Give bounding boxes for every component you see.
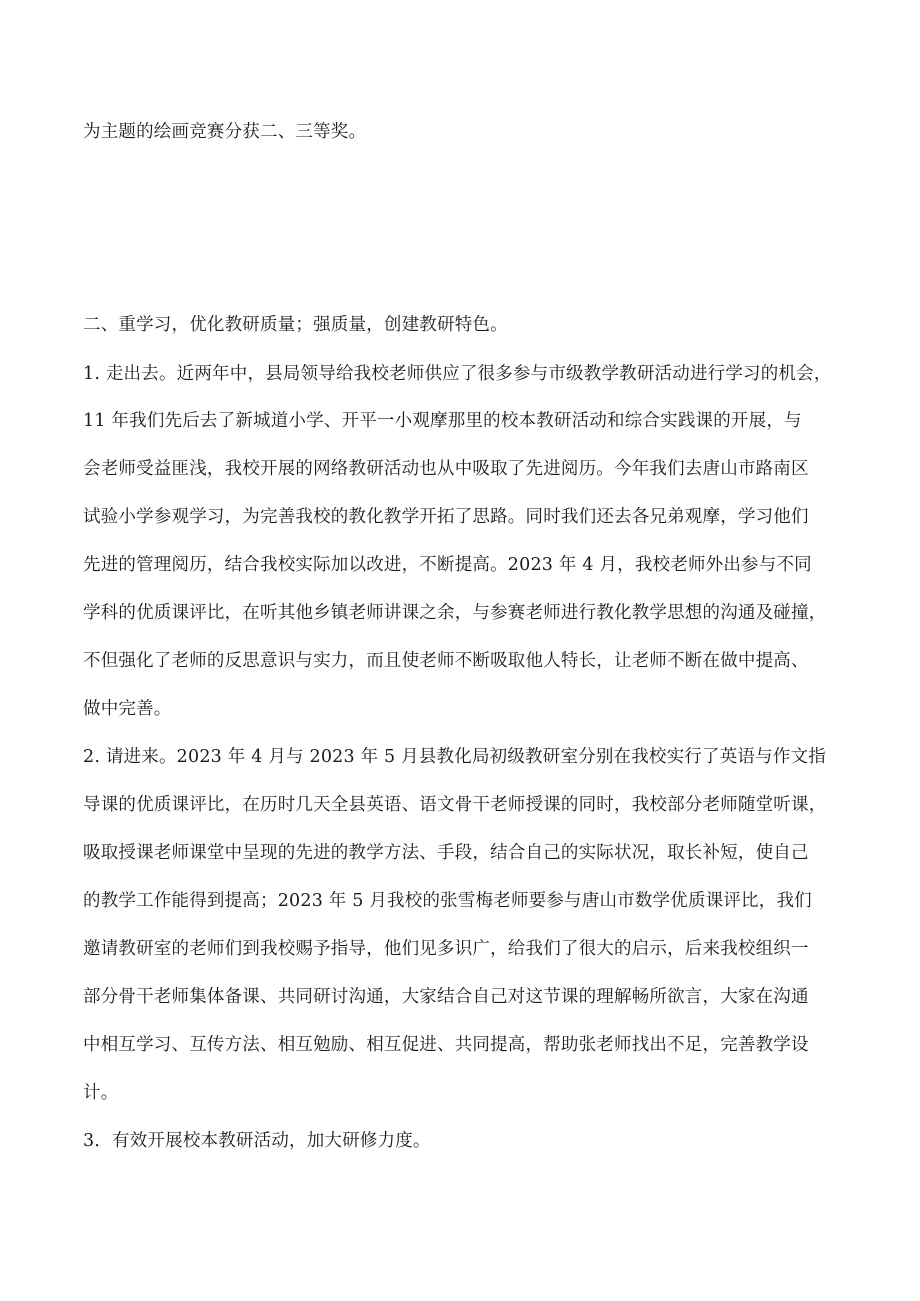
- item-3-line: 3．有效开展校本教研活动，加大研修力度。: [83, 1131, 431, 1151]
- paragraph-line: 中相互学习、互传方法、相互勉励、相互促进、共同提高，帮助张老师找出不足，完善教学设: [83, 1035, 809, 1055]
- paragraph-line: 2. 请进来。2023 年 4 月与 2023 年 5 月县教化局初级教研室分别在我校实行了英语与作文指: [83, 747, 826, 767]
- section-heading: 二、重学习，优化教研质量；强质量，创建教研特色。: [83, 315, 508, 335]
- paragraph-line: 导课的优质课评比，在历时几天全县英语、语文骨干老师授课的同时，我校部分老师随堂听课，: [83, 795, 827, 815]
- paragraph-line: 会老师受益匪浅，我校开展的网络教研活动也从中吸取了先进阅历。今年我们去唐山市路南区: [83, 459, 809, 479]
- paragraph-line: 的教学工作能得到提高；2023 年 5 月我校的张雪梅老师要参与唐山市数学优质课评比，我们: [83, 891, 812, 911]
- paragraph-line: 邀请教研室的老师们到我校赐予指导，他们见多识广，给我们了很大的启示，后来我校组织一: [83, 939, 809, 959]
- paragraph-line: 不但强化了老师的反思意识与实力，而且使老师不断吸取他人特长，让老师不断在做中提高、: [83, 651, 809, 671]
- paragraph-line: 11 年我们先后去了新城道小学、开平一小观摩那里的校本教研活动和综合实践课的开展，与: [83, 411, 802, 431]
- paragraph-line: 部分骨干老师集体备课、共同研讨沟通，大家结合自己对这节课的理解畅所欲言，大家在沟通: [83, 987, 809, 1007]
- intro-line: 为主题的绘画竞赛分获二、三等奖。: [83, 122, 367, 142]
- paragraph-line: 1. 走出去。近两年中，县局领导给我校老师供应了很多参与市级教学教研活动进行学习的机会，: [83, 364, 832, 384]
- paragraph-line: 学科的优质课评比，在听其他乡镇老师讲课之余，与参赛老师进行教化教学思想的沟通及碰撞，: [83, 603, 827, 623]
- paragraph-line: 计。: [83, 1083, 119, 1103]
- paragraph-line: 做中完善。: [83, 699, 172, 719]
- paragraph-line: 吸取授课老师课堂中呈现的先进的教学方法、手段，结合自己的实际状况，取长补短，使自己: [83, 843, 809, 863]
- paragraph-line: 先进的管理阅历，结合我校实际加以改进，不断提高。2023 年 4 月，我校老师外出参与不同: [83, 555, 812, 575]
- paragraph-line: 试验小学参观学习，为完善我校的教化教学开拓了思路。同时我们还去各兄弟观摩，学习他们: [83, 507, 809, 527]
